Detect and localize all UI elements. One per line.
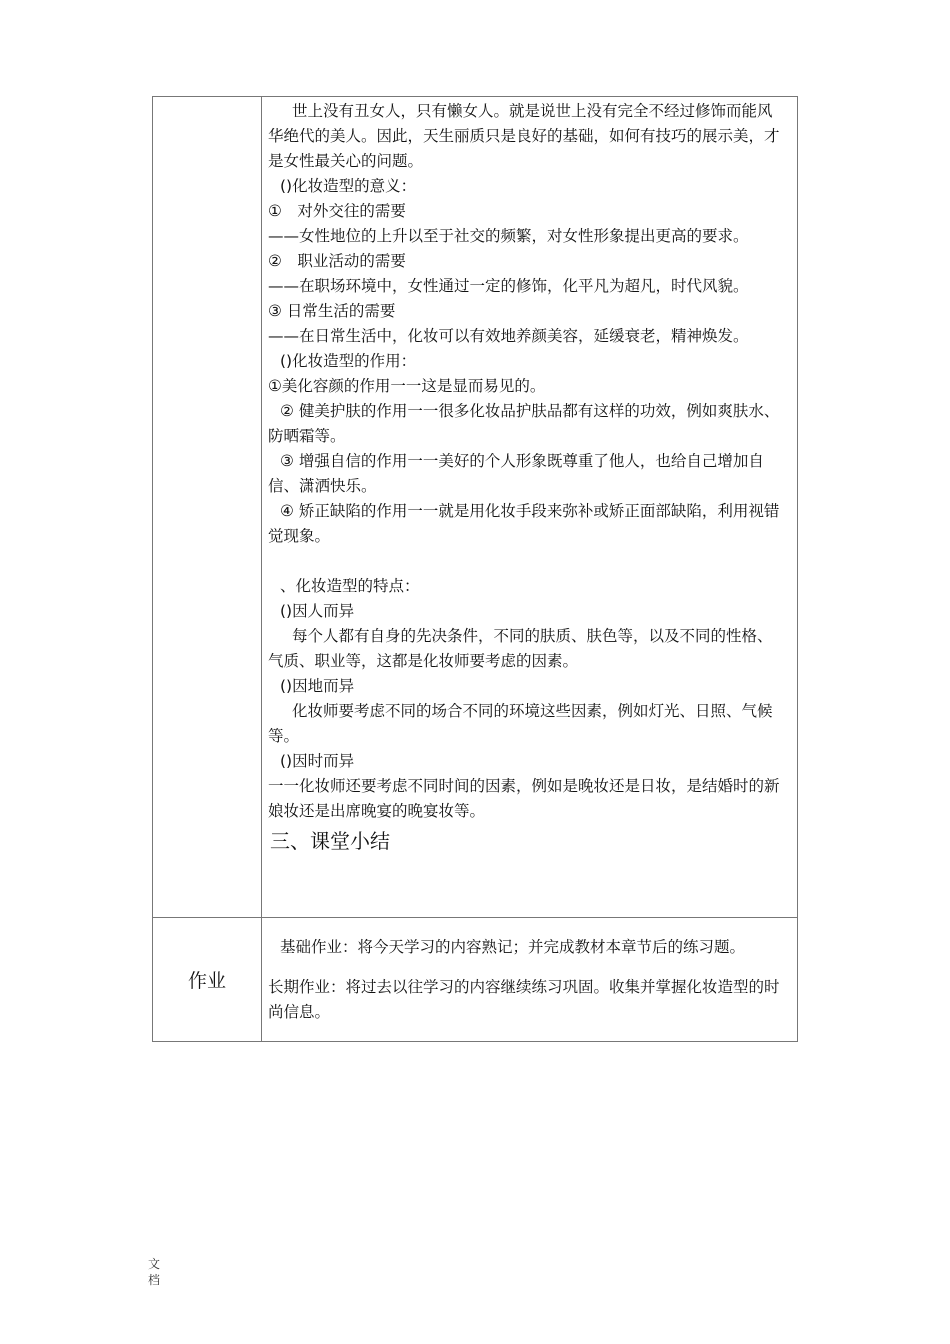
meaning-item-title: ② 职业活动的需要: [268, 252, 406, 270]
function-heading: ()化妆造型的作用：: [280, 352, 417, 370]
lesson-table: [152, 96, 798, 1042]
main-content-cell: [262, 97, 798, 918]
feature-desc: 一一化妆师还要考虑不同时间的因素，例如是晚妆还是日妆，是结婚时的新娘妆还是出席晚宴的晚宴妆等。: [268, 777, 780, 820]
function-item: ③ 增强自信的作用一一美好的个人形象既尊重了他人，也给自己增加自信、潇洒快乐。: [268, 452, 764, 495]
meaning-item-title: ① 对外交往的需要: [268, 202, 406, 220]
homework-cell: [262, 918, 798, 1042]
features-heading: 、化妆造型的特点：: [280, 577, 420, 595]
feature-title: ()因人而异: [280, 602, 355, 620]
left-label-cell: [153, 97, 262, 918]
feature-title: ()因地而异: [280, 677, 355, 695]
intro-paragraph: 世上没有丑女人，只有懒女人。就是说世上没有完全不经过修饰而能风华绝代的美人。因此，天生丽质只是良好的基础，如何有技巧的展示美，才是女性最关心的问题。: [268, 102, 780, 170]
blank-line: [268, 549, 785, 574]
meaning-item-title: ③ 日常生活的需要: [268, 302, 396, 320]
function-item: ② 健美护肤的作用一一很多化妆品护肤品都有这样的功效，例如爽肤水、防晒霜等。: [268, 402, 780, 445]
footer-mark: 文档: [148, 1257, 161, 1287]
meaning-item-desc: ——在日常生活中，化妆可以有效地养颜美容，延缓衰老，精神焕发。: [268, 327, 749, 345]
function-item: ④ 矫正缺陷的作用一一就是用化妆手段来弥补或矫正面部缺陷，利用视错觉现象。: [268, 502, 780, 545]
meaning-item-desc: ——在职场环境中，女性通过一定的修饰，化平凡为超凡，时代风貌。: [268, 277, 749, 295]
summary-heading: 三、课堂小结: [270, 829, 390, 853]
feature-desc: 每个人都有自身的先决条件，不同的肤质、肤色等，以及不同的性格、气质、职业等，这都是化妆师要考虑的因素。: [268, 627, 773, 670]
function-item: ①美化容颜的作用一一这是显而易见的。: [268, 377, 546, 395]
homework-row: [153, 918, 798, 1042]
meaning-heading: ()化妆造型的意义：: [280, 177, 417, 195]
meaning-item-desc: ——女性地位的上升以至于社交的频繁，对女性形象提出更高的要求。: [268, 227, 749, 245]
feature-desc: 化妆师要考虑不同的场合不同的环境这些因素，例如灯光、日照、气候等。: [268, 702, 773, 745]
homework-basic: 基础作业：将今天学习的内容熟记；并完成教材本章节后的练习题。: [280, 937, 746, 956]
content-row: [153, 97, 798, 918]
homework-label: 作业: [153, 918, 262, 1042]
homework-long: 长期作业：将过去以往学习的内容继续练习巩固。收集并掌握化妆造型的时尚信息。: [268, 978, 780, 1021]
feature-title: ()因时而异: [280, 752, 355, 770]
